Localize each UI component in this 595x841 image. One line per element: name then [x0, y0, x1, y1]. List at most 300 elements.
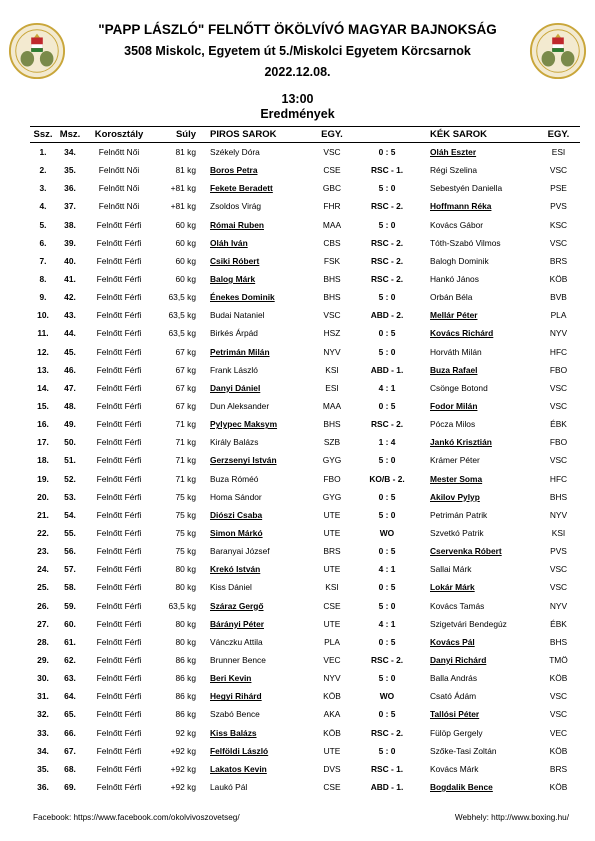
row-result: 0 : 5 [378, 709, 396, 720]
row-kek-egy: ÉBK [550, 419, 567, 430]
row-piros-egy: GBC [322, 183, 342, 194]
row-piros-egy: VSC [323, 147, 341, 158]
table-row [30, 669, 580, 687]
row-kek-egy: VSC [549, 564, 568, 575]
row-ssz: 18. [37, 455, 49, 466]
row-msz: 62. [64, 655, 76, 665]
row-msz: 64. [64, 691, 76, 702]
row-suly: 80 kg [175, 564, 196, 575]
row-korosztaly: Felnőtt Férfi [96, 673, 142, 684]
row-suly: 63,5 kg [168, 600, 196, 611]
col-header-msz: Msz. [56, 127, 84, 143]
row-kek-sarok: Régi Szelina [430, 165, 478, 176]
row-kek-sarok: Akilov Pylyp [430, 491, 480, 502]
row-ssz: 31. [37, 691, 49, 702]
row-piros-egy: CSE [323, 600, 341, 611]
row-korosztaly: Felnőtt Férfi [96, 237, 142, 248]
row-suly: 67 kg [175, 382, 196, 393]
row-suly: +81 kg [170, 201, 196, 212]
row-korosztaly: Felnőtt Férfi [96, 401, 142, 412]
row-msz: 55. [64, 528, 76, 539]
row-piros-egy: CSE [323, 165, 341, 176]
row-piros-sarok: Vánczku Attila [210, 636, 263, 647]
table-row [30, 651, 580, 669]
row-piros-sarok: Énekes Dominik [210, 292, 275, 303]
row-result: 5 : 0 [378, 745, 396, 756]
row-piros-egy: GYG [322, 491, 342, 502]
row-piros-sarok: Pylypec Maksym [210, 419, 278, 430]
row-suly: 67 kg [175, 346, 196, 357]
row-kek-sarok: Hankó János [430, 274, 479, 285]
row-msz: 40. [64, 255, 76, 266]
row-piros-sarok: Száraz Gergő [210, 600, 264, 611]
row-kek-egy: PVS [550, 201, 567, 212]
row-piros-sarok: Simon Márkó [210, 528, 263, 539]
row-korosztaly: Felnőtt Férfi [96, 618, 142, 629]
row-piros-egy: GYG [322, 455, 342, 466]
row-kek-sarok: Szvetkó Patrik [430, 528, 484, 539]
row-kek-egy: ESI [551, 147, 566, 158]
row-result: RSC - 2. [370, 201, 404, 212]
row-korosztaly: Felnőtt Női [98, 183, 140, 194]
row-korosztaly: Felnőtt Férfi [96, 528, 142, 539]
row-ssz: 27. [37, 618, 49, 629]
row-piros-egy: AKA [323, 709, 341, 720]
table-row [30, 705, 580, 723]
row-piros-egy: FBO [323, 473, 341, 484]
table-row [30, 197, 580, 215]
row-piros-egy: BHS [323, 274, 341, 285]
row-korosztaly: Felnőtt Férfi [96, 419, 142, 430]
row-result: 5 : 0 [378, 673, 396, 684]
row-kek-sarok: Pócza Milos [430, 419, 476, 430]
row-korosztaly: Felnőtt Férfi [96, 292, 142, 303]
row-suly: 60 kg [175, 219, 196, 230]
row-ssz: 5. [39, 219, 47, 230]
row-piros-sarok: Felföldi László [210, 745, 269, 756]
row-ssz: 25. [37, 582, 49, 593]
row-piros-egy: MAA [322, 401, 342, 412]
col-header-piros-egy: EGY. [312, 127, 352, 143]
row-suly: 71 kg [175, 419, 196, 430]
row-msz: 47. [64, 382, 76, 393]
row-ssz: 36. [37, 781, 49, 792]
row-piros-sarok: Fekete Beradett [210, 183, 273, 194]
row-piros-egy: UTE [323, 564, 341, 575]
row-suly: 80 kg [175, 618, 196, 629]
row-msz: 35. [64, 165, 76, 176]
col-header-ssz: Ssz. [30, 127, 56, 143]
row-kek-egy: KÖB [549, 673, 568, 684]
row-piros-sarok: Frank László [210, 364, 258, 375]
row-piros-egy: BHS [323, 292, 341, 303]
row-suly: 63,5 kg [168, 310, 196, 321]
row-kek-sarok: Tóth-Szabó Vilmos [430, 237, 501, 248]
row-suly: 86 kg [175, 709, 196, 720]
event-time: 13:00 [281, 92, 314, 106]
row-piros-sarok: Diószi Csaba [210, 509, 263, 520]
row-suly: +81 kg [170, 183, 196, 194]
row-kek-egy: KSC [549, 219, 568, 230]
row-piros-sarok: Kiss Balázs [210, 727, 257, 738]
row-kek-egy: NYV [549, 600, 568, 611]
row-suly: 60 kg [175, 255, 196, 266]
row-suly: +92 kg [170, 745, 196, 756]
row-ssz: 23. [37, 546, 49, 557]
row-kek-egy: BHS [549, 491, 568, 502]
row-kek-sarok: Krámer Péter [430, 455, 480, 466]
row-kek-egy: ÉBK [550, 618, 567, 629]
row-ssz: 24. [37, 564, 49, 575]
row-piros-egy: PLA [324, 636, 340, 647]
row-piros-egy: HSZ [323, 328, 341, 339]
row-ssz: 20. [37, 491, 49, 502]
row-ssz: 29. [37, 655, 49, 665]
row-piros-sarok: Római Ruben [210, 219, 264, 230]
row-suly: +92 kg [170, 781, 196, 792]
row-piros-egy: MAA [322, 219, 342, 230]
row-ssz: 22. [37, 528, 49, 539]
table-row [30, 433, 580, 451]
row-result: 5 : 0 [378, 292, 396, 303]
table-row [30, 143, 580, 162]
row-kek-sarok: Balla András [430, 673, 478, 684]
row-msz: 67. [64, 745, 76, 756]
row-piros-sarok: Zsoldos Virág [210, 201, 262, 212]
row-msz: 34. [64, 147, 76, 158]
row-korosztaly: Felnőtt Férfi [96, 437, 142, 448]
event-date: 2022.12.08. [264, 65, 331, 79]
row-kek-egy: KÖB [549, 745, 568, 756]
row-piros-sarok: Kiss Dániel [210, 582, 252, 593]
row-kek-egy: VSC [549, 691, 568, 702]
table-row [30, 288, 580, 306]
table-row [30, 615, 580, 633]
row-result: ABD - 1. [370, 364, 404, 375]
row-msz: 57. [64, 564, 76, 575]
row-piros-egy: UTE [323, 509, 341, 520]
row-korosztaly: Felnőtt Férfi [96, 727, 142, 738]
row-kek-sarok: Buza Rafael [430, 364, 478, 375]
row-kek-sarok: Kovács Richárd [430, 328, 494, 339]
row-msz: 49. [64, 419, 76, 430]
row-piros-sarok: Buza Róméó [210, 473, 259, 484]
table-row [30, 451, 580, 469]
row-msz: 50. [64, 437, 76, 448]
table-row [30, 470, 580, 488]
row-suly: +92 kg [170, 763, 196, 774]
row-suly: 63,5 kg [168, 292, 196, 303]
row-korosztaly: Felnőtt Férfi [96, 636, 142, 647]
row-suly: 86 kg [175, 673, 196, 684]
row-korosztaly: Felnőtt Férfi [96, 219, 142, 230]
row-piros-sarok: Beri Kevin [210, 673, 252, 684]
row-piros-egy: BRS [323, 546, 341, 557]
row-kek-sarok: Csató Ádám [430, 691, 477, 702]
col-header-korosztaly: Korosztály [84, 127, 154, 143]
row-result: RSC - 1. [370, 165, 404, 176]
row-korosztaly: Felnőtt Férfi [96, 455, 142, 466]
row-piros-egy: BHS [323, 419, 341, 430]
row-kek-sarok: Horváth Milán [430, 346, 482, 357]
row-kek-sarok: Kovács Pál [430, 636, 475, 647]
row-msz: 63. [64, 673, 76, 684]
row-suly: 86 kg [175, 691, 196, 702]
row-suly: 86 kg [175, 655, 196, 665]
row-kek-sarok: Jankó Krisztián [430, 437, 492, 448]
table-row [30, 415, 580, 433]
row-ssz: 8. [39, 274, 47, 285]
row-kek-sarok: Fodor Milán [430, 401, 478, 412]
row-suly: 63,5 kg [168, 328, 196, 339]
row-korosztaly: Felnőtt Férfi [96, 691, 142, 702]
row-ssz: 2. [39, 165, 47, 176]
row-korosztaly: Felnőtt Férfi [96, 781, 142, 792]
row-msz: 66. [64, 727, 76, 738]
row-ssz: 4. [39, 201, 47, 212]
row-korosztaly: Felnőtt Férfi [96, 546, 142, 557]
row-result: 5 : 0 [378, 455, 396, 466]
row-piros-sarok: Boros Petra [210, 165, 258, 176]
row-kek-sarok: Sallai Márk [430, 564, 472, 575]
row-suly: 75 kg [175, 528, 196, 539]
table-row [30, 397, 580, 415]
row-piros-egy: KSI [325, 364, 339, 375]
row-msz: 54. [64, 509, 76, 520]
row-piros-egy: DVS [323, 763, 341, 774]
row-kek-egy: NYV [549, 328, 568, 339]
row-korosztaly: Felnőtt Női [98, 147, 140, 158]
row-result: RSC - 2. [370, 419, 404, 430]
row-piros-egy: CBS [323, 237, 341, 248]
row-msz: 56. [64, 546, 76, 557]
col-header-kek-sarok: KÉK SAROK [422, 127, 537, 143]
row-kek-sarok: Orbán Béla [430, 292, 473, 303]
row-piros-egy: KÖB [323, 691, 341, 702]
row-piros-egy: KSI [325, 582, 339, 593]
row-kek-egy: HFC [549, 473, 568, 484]
row-kek-egy: VSC [549, 582, 568, 593]
row-msz: 39. [64, 237, 76, 248]
row-piros-sarok: Hegyi Rihárd [210, 691, 262, 702]
row-result: 5 : 0 [378, 219, 396, 230]
row-kek-egy: HFC [549, 346, 568, 357]
row-piros-sarok: Bárányi Péter [210, 618, 264, 629]
row-kek-egy: VSC [549, 455, 568, 466]
table-row [30, 633, 580, 651]
row-kek-sarok: Kovács Tamás [430, 600, 485, 611]
table-row [30, 252, 580, 270]
row-piros-sarok: Petrimán Milán [210, 346, 270, 357]
col-header-piros-sarok: PIROS SAROK [202, 127, 312, 143]
row-kek-egy: VSC [549, 709, 568, 720]
table-row [30, 361, 580, 379]
row-kek-sarok: Csönge Botond [430, 382, 488, 393]
row-result: 4 : 1 [378, 564, 396, 575]
row-msz: 69. [64, 781, 76, 792]
row-piros-sarok: Budai Nataniel [210, 310, 265, 321]
row-result: 0 : 5 [378, 491, 396, 502]
row-piros-sarok: Gerzsenyi István [210, 455, 277, 466]
row-piros-sarok: Baranyai József [210, 546, 270, 557]
row-kek-sarok: Tallósi Péter [430, 709, 480, 720]
row-ssz: 6. [39, 237, 47, 248]
row-result: ABD - 2. [370, 310, 404, 321]
row-korosztaly: Felnőtt Férfi [96, 600, 142, 611]
footer-website: Webhely: http://www.boxing.hu/ [454, 813, 569, 822]
row-kek-sarok: Bogdalik Bence [430, 781, 493, 792]
row-kek-egy: PVS [550, 546, 567, 557]
row-ssz: 19. [37, 473, 49, 484]
row-msz: 61. [64, 636, 76, 647]
row-suly: 71 kg [175, 455, 196, 466]
row-result: RSC - 2. [370, 255, 404, 266]
row-kek-egy: FBO [549, 364, 568, 375]
row-kek-sarok: Kovács Gábor [430, 219, 484, 230]
row-kek-egy: VEC [549, 727, 568, 738]
table-row [30, 379, 580, 397]
row-msz: 38. [64, 219, 76, 230]
table-row [30, 506, 580, 524]
table-row [30, 234, 580, 252]
row-result: RSC - 2. [370, 274, 404, 285]
row-result: 0 : 5 [378, 546, 396, 557]
row-korosztaly: Felnőtt Férfi [96, 564, 142, 575]
table-row [30, 343, 580, 361]
row-msz: 53. [64, 491, 76, 502]
row-kek-sarok: Balogh Dominik [430, 255, 489, 266]
row-kek-egy: VSC [549, 382, 568, 393]
row-ssz: 26. [37, 600, 49, 611]
row-result: 0 : 5 [378, 147, 396, 158]
results-subtitle: Eredmények [260, 107, 335, 121]
row-ssz: 16. [37, 419, 49, 430]
page-title: "PAPP LÁSZLÓ" FELNŐTT ÖKÖLVÍVÓ MAGYAR BAJNOKSÁG [98, 22, 497, 37]
row-kek-sarok: Petrimán Patrik [430, 509, 488, 520]
row-result: 0 : 5 [378, 401, 396, 412]
table-row [30, 306, 580, 324]
row-piros-sarok: Lakatos Kevin [210, 763, 267, 774]
row-piros-sarok: Homa Sándor [210, 491, 262, 502]
row-piros-egy: UTE [323, 745, 341, 756]
table-row [30, 161, 580, 179]
row-suly: 67 kg [175, 364, 196, 375]
row-kek-egy: TMÖ [549, 655, 568, 665]
row-korosztaly: Felnőtt Férfi [96, 491, 142, 502]
row-msz: 59. [64, 600, 76, 611]
table-row [30, 324, 580, 342]
row-msz: 60. [64, 618, 76, 629]
row-ssz: 30. [37, 673, 49, 684]
row-kek-sarok: Mellár Péter [430, 310, 478, 321]
row-kek-egy: BVB [550, 292, 567, 303]
row-piros-egy: FSK [323, 255, 341, 266]
row-piros-egy: UTE [323, 618, 341, 629]
row-kek-egy: PLA [550, 310, 567, 321]
row-piros-egy: VEC [323, 655, 341, 665]
row-suly: 80 kg [175, 636, 196, 647]
row-korosztaly: Felnőtt Férfi [96, 328, 142, 339]
row-ssz: 33. [37, 727, 49, 738]
row-ssz: 32. [37, 709, 49, 720]
row-kek-egy: NYV [549, 509, 568, 520]
row-piros-sarok: Laukó Pál [210, 781, 248, 792]
row-korosztaly: Felnőtt Férfi [96, 382, 142, 393]
row-result: ABD - 1. [370, 781, 404, 792]
row-result: 5 : 0 [378, 509, 396, 520]
row-piros-egy: UTE [323, 528, 341, 539]
row-suly: 81 kg [175, 147, 196, 158]
row-kek-sarok: Fülöp Gergely [430, 727, 483, 738]
results-table [30, 126, 580, 796]
row-ssz: 14. [37, 382, 49, 393]
row-kek-sarok: Szőke-Tasi Zoltán [430, 745, 497, 756]
row-piros-sarok: Székely Dóra [210, 147, 260, 158]
row-ssz: 17. [37, 437, 49, 448]
row-result: 0 : 5 [378, 328, 396, 339]
row-suly: 75 kg [175, 491, 196, 502]
row-suly: 81 kg [175, 165, 196, 176]
row-piros-egy: ESI [325, 382, 339, 393]
row-ssz: 9. [39, 292, 47, 303]
row-kek-sarok: Lokár Márk [430, 582, 475, 593]
row-ssz: 7. [39, 255, 47, 266]
row-result: 0 : 5 [378, 636, 396, 647]
table-header-row [30, 127, 580, 143]
table-row [30, 724, 580, 742]
row-ssz: 1. [39, 147, 47, 158]
row-piros-sarok: Krekó István [210, 564, 261, 575]
row-msz: 42. [64, 292, 76, 303]
row-result: 4 : 1 [378, 382, 396, 393]
row-kek-egy: BRS [549, 763, 568, 774]
row-kek-egy: KÖB [549, 274, 568, 285]
row-msz: 65. [64, 709, 76, 720]
row-suly: 80 kg [175, 582, 196, 593]
row-kek-egy: PSE [550, 183, 567, 194]
row-suly: 60 kg [175, 237, 196, 248]
row-ssz: 3. [39, 183, 47, 194]
row-piros-sarok: Dun Aleksander [210, 401, 270, 412]
row-result: RSC - 2. [370, 655, 404, 665]
row-result: 5 : 0 [378, 183, 396, 194]
row-result: RSC - 2. [370, 727, 404, 738]
row-korosztaly: Felnőtt Férfi [96, 364, 142, 375]
row-kek-sarok: Szigetvári Bendegúz [430, 618, 507, 629]
row-piros-sarok: Szabó Bence [210, 709, 260, 720]
row-kek-sarok: Oláh Eszter [430, 147, 477, 158]
row-suly: 75 kg [175, 546, 196, 557]
row-korosztaly: Felnőtt Férfi [96, 582, 142, 593]
row-korosztaly: Felnőtt Férfi [96, 473, 142, 484]
row-piros-egy: CSE [323, 781, 341, 792]
row-kek-sarok: Cservenka Róbert [430, 546, 502, 557]
row-korosztaly: Felnőtt Férfi [96, 745, 142, 756]
row-msz: 48. [64, 401, 76, 412]
row-piros-egy: FHR [323, 201, 341, 212]
row-kek-egy: VSC [549, 401, 568, 412]
row-ssz: 11. [37, 328, 49, 339]
row-piros-sarok: Danyi Dániel [210, 382, 261, 393]
row-kek-sarok: Sebestyén Daniella [430, 183, 503, 194]
row-ssz: 28. [37, 636, 49, 647]
row-korosztaly: Felnőtt Férfi [96, 310, 142, 321]
row-result: KO/B - 2. [369, 473, 405, 484]
row-suly: 67 kg [175, 401, 196, 412]
row-msz: 58. [64, 582, 76, 593]
row-korosztaly: Felnőtt Női [98, 201, 140, 212]
row-korosztaly: Felnőtt Férfi [96, 509, 142, 520]
